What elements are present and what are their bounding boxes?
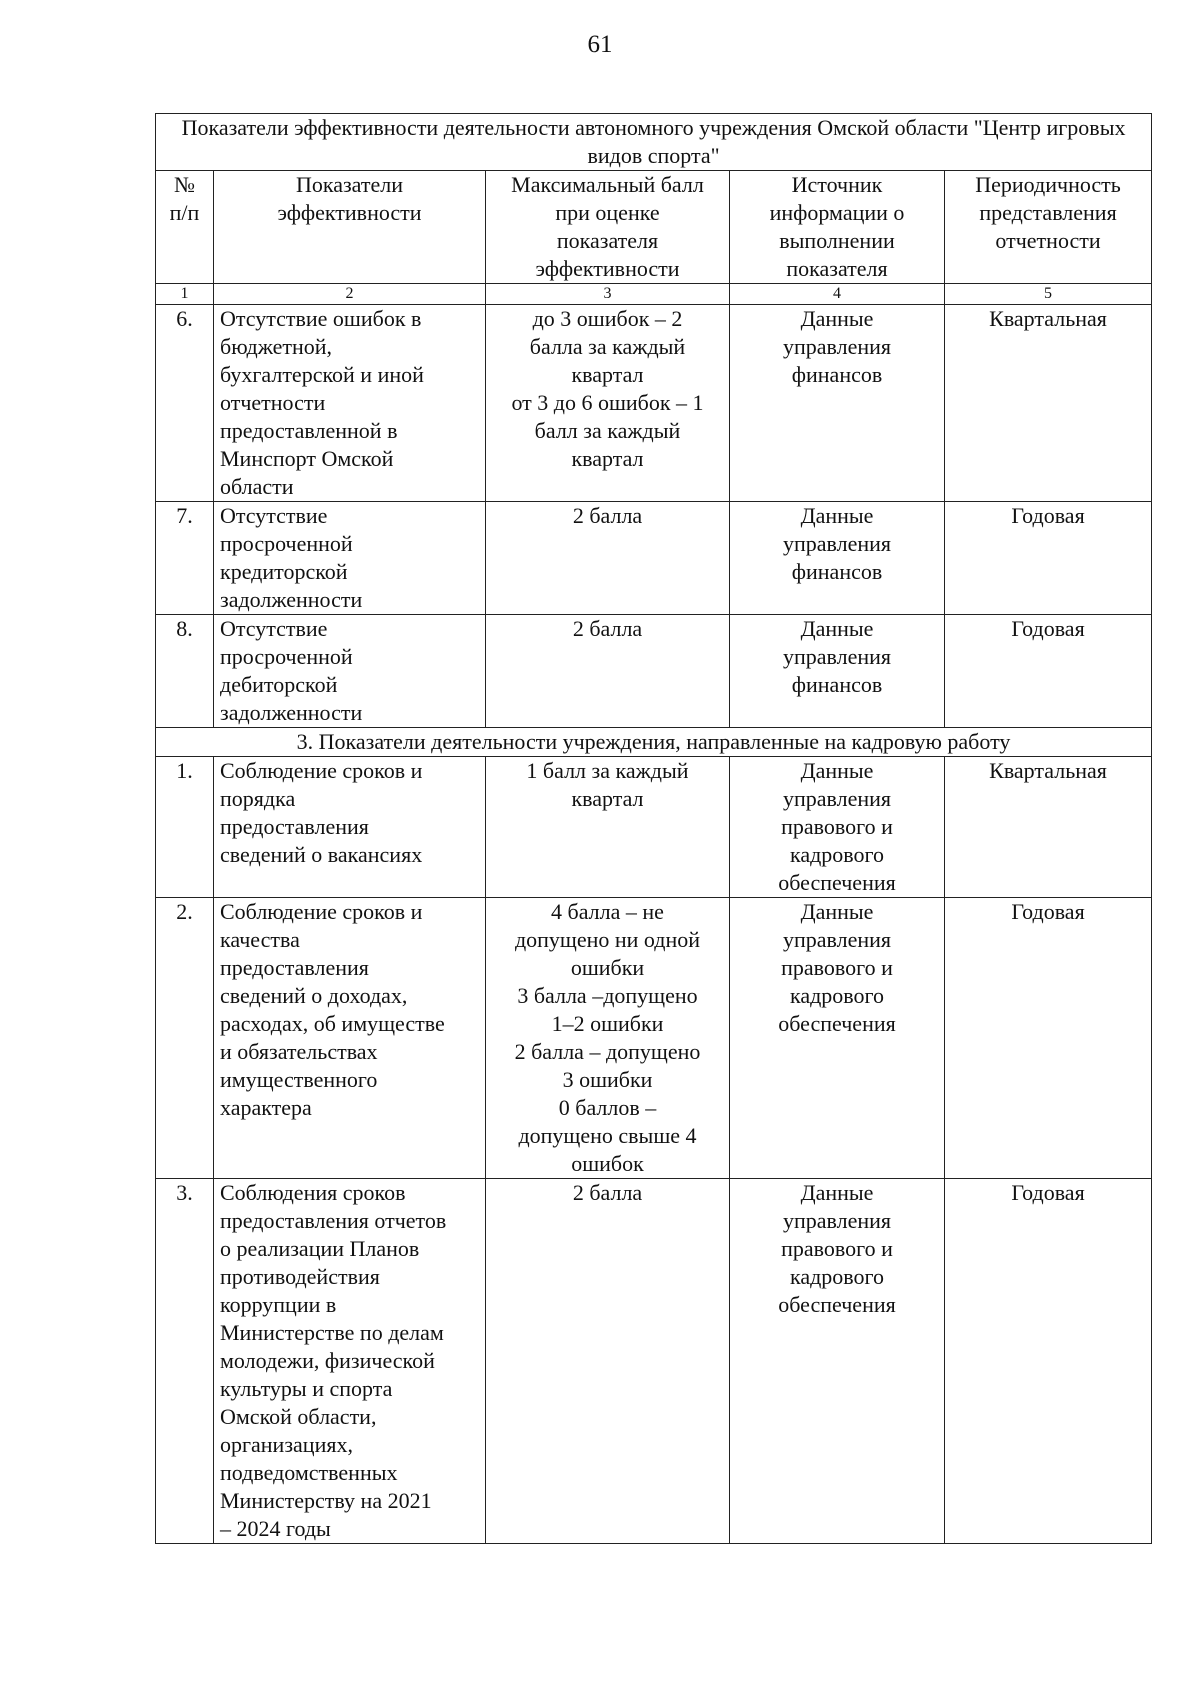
row-max-score: 1 балл за каждый квартал xyxy=(486,757,730,898)
row-periodicity: Годовая xyxy=(945,502,1152,615)
row-periodicity: Годовая xyxy=(945,898,1152,1179)
section-heading-row xyxy=(156,728,1152,757)
row-max-score: до 3 ошибок – 2 балла за каждый квартал от 3 до 6 ошибок – 1 балл за каждый квартал xyxy=(486,305,730,502)
header-number: № п/п xyxy=(156,171,214,284)
header-periodicity: Периодичность представления отчетности xyxy=(945,171,1152,284)
table-title: Показатели эффективности деятельности автономного учреждения Омской области "Центр игровых видов спорта" xyxy=(156,114,1152,171)
column-number: 3 xyxy=(486,284,730,305)
row-indicator: Соблюдение сроков и качества предоставления сведений о доходах, расходах, об имуществе и обязательствах имущественного характера xyxy=(214,898,486,1179)
row-number: 6. xyxy=(156,305,214,502)
table-row xyxy=(156,1179,1152,1544)
column-number: 1 xyxy=(156,284,214,305)
row-indicator: Отсутствие просроченной дебиторской задолженности xyxy=(214,615,486,728)
row-source: Данные управления финансов xyxy=(730,615,945,728)
header-source: Источник информации о выполнении показателя xyxy=(730,171,945,284)
column-number: 2 xyxy=(214,284,486,305)
row-periodicity: Квартальная xyxy=(945,305,1152,502)
table-row xyxy=(156,898,1152,1179)
row-periodicity: Годовая xyxy=(945,615,1152,728)
table-row xyxy=(156,757,1152,898)
table-title-row xyxy=(156,114,1152,171)
row-max-score: 2 балла xyxy=(486,615,730,728)
column-number-row xyxy=(156,284,1152,305)
header-indicator: Показатели эффективности xyxy=(214,171,486,284)
row-indicator: Отсутствие ошибок в бюджетной, бухгалтерской и иной отчетности предоставленной в Минспорт Омской области xyxy=(214,305,486,502)
row-indicator: Соблюдение сроков и порядка предоставления сведений о вакансиях xyxy=(214,757,486,898)
row-indicator: Отсутствие просроченной кредиторской задолженности xyxy=(214,502,486,615)
row-periodicity: Годовая xyxy=(945,1179,1152,1544)
indicators-table xyxy=(155,113,1152,1544)
table-row xyxy=(156,615,1152,728)
row-indicator: Соблюдения сроков предоставления отчетов о реализации Планов противодействия коррупции в Министерстве по делам молодежи, физической культуры и спорта Омской области, организациях, подведомственных Министерству на 2021 – 2024 годы xyxy=(214,1179,486,1544)
page-number: 61 xyxy=(587,31,613,58)
row-source: Данные управления правового и кадрового обеспечения xyxy=(730,898,945,1179)
row-source: Данные управления правового и кадрового обеспечения xyxy=(730,1179,945,1544)
row-max-score: 2 балла xyxy=(486,502,730,615)
column-number: 5 xyxy=(945,284,1152,305)
row-max-score: 2 балла xyxy=(486,1179,730,1544)
row-number: 1. xyxy=(156,757,214,898)
header-max-score: Максимальный балл при оценке показателя эффективности xyxy=(486,171,730,284)
row-number: 3. xyxy=(156,1179,214,1544)
table-header-row xyxy=(156,171,1152,284)
table-row xyxy=(156,502,1152,615)
section-heading: 3. Показатели деятельности учреждения, направленные на кадровую работу xyxy=(156,728,1152,757)
row-source: Данные управления финансов xyxy=(730,305,945,502)
row-number: 8. xyxy=(156,615,214,728)
row-max-score: 4 балла – не допущено ни одной ошибки 3 балла –допущено 1–2 ошибки 2 балла – допущено 3 ошибки 0 баллов – допущено свыше 4 ошибок xyxy=(486,898,730,1179)
row-number: 7. xyxy=(156,502,214,615)
column-number: 4 xyxy=(730,284,945,305)
table-row xyxy=(156,305,1152,502)
row-number: 2. xyxy=(156,898,214,1179)
row-periodicity: Квартальная xyxy=(945,757,1152,898)
row-source: Данные управления правового и кадрового обеспечения xyxy=(730,757,945,898)
row-source: Данные управления финансов xyxy=(730,502,945,615)
